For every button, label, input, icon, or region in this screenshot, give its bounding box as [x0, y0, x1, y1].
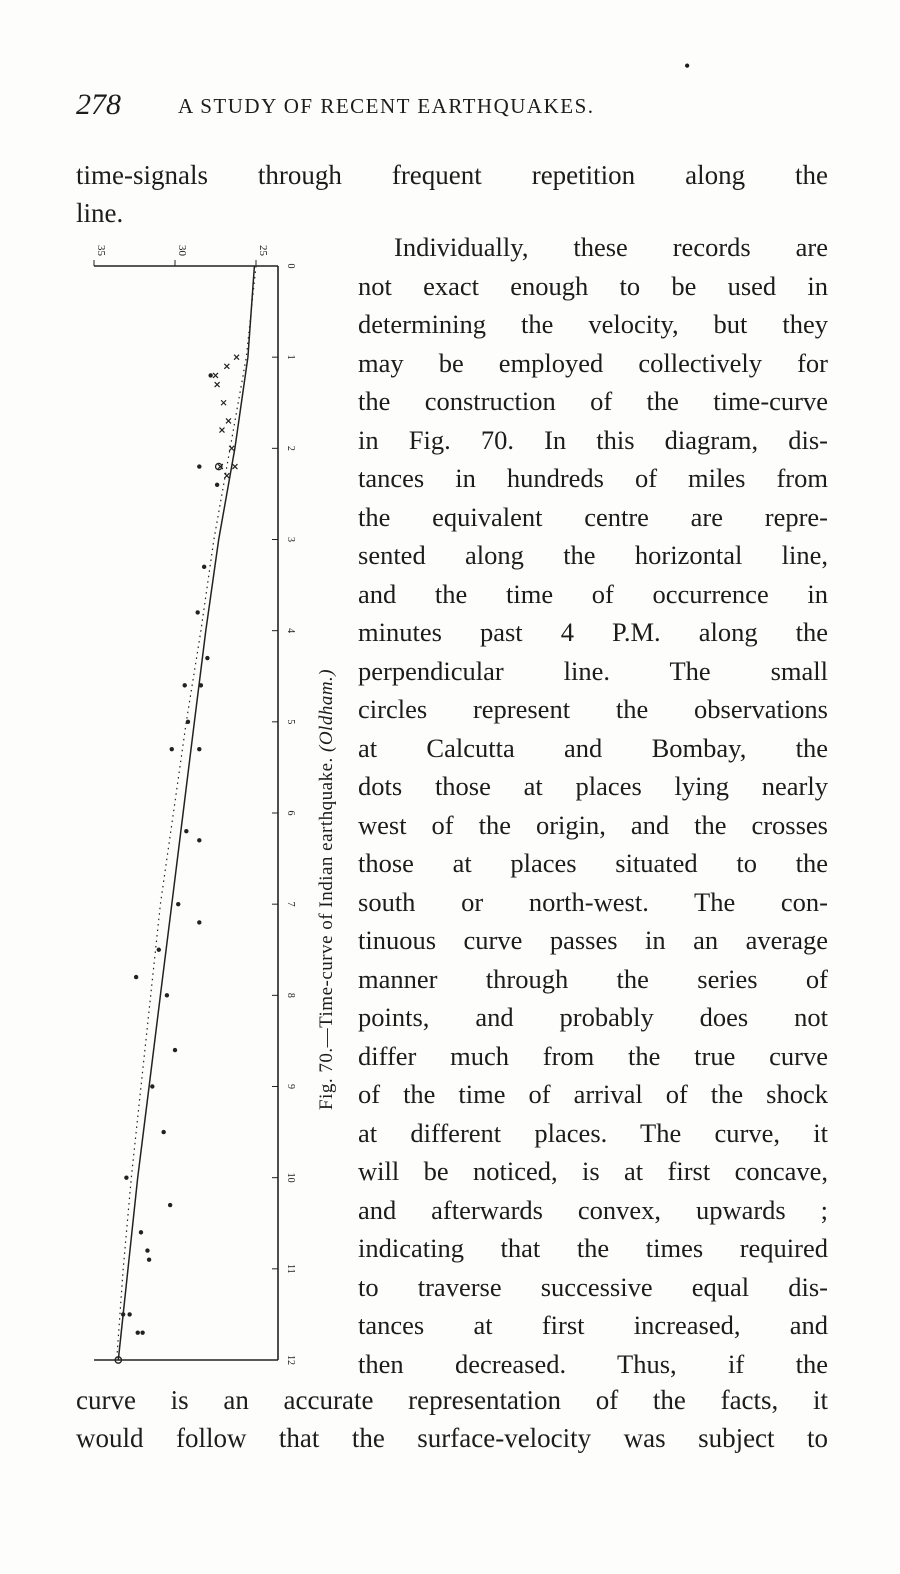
page-number: 278 [76, 88, 121, 121]
body-line: manner through the series of [358, 963, 828, 994]
body-line: of the time of arrival of the shock [358, 1079, 828, 1109]
body-line: may be employed collectively for [358, 347, 828, 378]
dot-observation [145, 1248, 149, 1252]
dot-observation [134, 975, 138, 979]
y-tick-label: 0 [285, 263, 296, 269]
dot-observation [121, 1312, 125, 1316]
dot-observation [183, 683, 187, 687]
y-tick-label: 4 [285, 628, 296, 634]
dot-observation [124, 1175, 128, 1179]
body-line: tances at first increased, and [358, 1310, 828, 1340]
y-tick-label: 1 [285, 354, 296, 360]
body-line: dots those at places lying nearly [358, 771, 828, 801]
body-line: west of the origin, and the crosses [358, 809, 828, 840]
dot-observation [127, 1312, 131, 1316]
dot-observation [199, 683, 203, 687]
cross-observation [213, 373, 218, 378]
dot-observation [147, 1258, 151, 1262]
curves [117, 266, 256, 1360]
dotted-curve [117, 266, 256, 1360]
y-tick-label: 2 [285, 445, 296, 451]
y-tick-label: 10 [285, 1172, 296, 1183]
y-tick-label: 11 [285, 1264, 296, 1274]
caption-text: Fig. 70.—Time-curve of Indian earthquake. [316, 757, 337, 1110]
body-line: tances in hundreds of miles from [358, 463, 828, 493]
dot-observation [197, 838, 201, 842]
figure-axes [94, 266, 278, 1360]
intro-line-2: line. [76, 198, 124, 228]
body-column [358, 228, 828, 1383]
dot-observation [170, 747, 174, 751]
x-axis-ticks [94, 245, 269, 266]
body-line: then decreased. Thus, if the [358, 1348, 828, 1379]
cross-observation [215, 382, 220, 387]
x-tick-label: 35 [95, 245, 107, 256]
dot-observation [168, 1203, 172, 1207]
y-axis-ticks [272, 264, 296, 1366]
cross-observation [234, 355, 239, 360]
time-curve-figure [78, 236, 318, 1386]
body-line: and the time of occurrence in [358, 578, 828, 609]
caption-credit: (Oldham.) [316, 668, 337, 752]
y-tick-label: 8 [285, 992, 296, 998]
x-tick-label: 30 [176, 245, 188, 256]
cross-observation [226, 418, 231, 423]
body-line: circles represent the observations [358, 694, 828, 724]
body-line: at Calcutta and Bombay, the [358, 732, 828, 763]
dot-observation [140, 1330, 144, 1334]
continuous-curve [118, 266, 254, 1360]
dot-observation [157, 948, 161, 952]
body-line: at different places. The curve, it [358, 1117, 828, 1148]
cross-observation [232, 464, 237, 469]
dot-observation [165, 993, 169, 997]
dot-observation [176, 902, 180, 906]
closing-line-1: curve is an accurate representation of the facts, it [76, 1385, 828, 1415]
cross-observation [229, 446, 234, 451]
body-line: the equivalent centre are repre- [358, 501, 828, 532]
y-tick-label: 7 [285, 901, 296, 907]
body-line: tinuous curve passes in an average [358, 925, 828, 955]
body-line: will be noticed, is at first concave, [358, 1156, 828, 1186]
body-line: to traverse successive equal dis- [358, 1271, 828, 1302]
x-tick-label: 25 [257, 245, 269, 256]
body-line: differ much from the true curve [358, 1040, 828, 1071]
body-line: those at places situated to the [358, 848, 828, 878]
body-line: the construction of the time-curve [358, 386, 828, 416]
dot-observation [150, 1084, 154, 1088]
dot-observation [173, 1048, 177, 1052]
body-line: south or north-west. The con- [358, 886, 828, 917]
y-tick-label: 12 [285, 1355, 296, 1365]
cross-observation [219, 428, 224, 433]
y-tick-label: 6 [285, 810, 296, 816]
dot-observation [202, 565, 206, 569]
intro-line-1: time-signals through frequent repetition along the [76, 160, 828, 190]
dot-observation [197, 920, 201, 924]
body-line: perpendicular line. The small [358, 655, 828, 686]
cross-observation [221, 400, 226, 405]
dot-observation [186, 720, 190, 724]
closing-line-2: would follow that the surface-velocity was subject to [76, 1423, 828, 1453]
body-line: in Fig. 70. In this diagram, dis- [358, 424, 828, 455]
y-tick-label: 5 [285, 719, 296, 725]
body-line: determining the velocity, but they [358, 309, 828, 339]
dot-observation [205, 656, 209, 660]
body-line: indicating that the times required [358, 1233, 828, 1263]
dot-observation [208, 373, 212, 377]
dot-observation [197, 747, 201, 751]
body-line: points, and probably does not [358, 1002, 828, 1032]
body-line: and afterwards convex, upwards ; [358, 1194, 828, 1225]
dot-observation [136, 1330, 140, 1334]
cross-observation [224, 364, 229, 369]
body-line: Individually, these records are [394, 232, 828, 262]
body-line: not exact enough to be used in [358, 270, 828, 301]
ink-dot-mark: • [684, 56, 691, 76]
dot-observation [161, 1130, 165, 1134]
y-tick-label: 3 [285, 537, 296, 542]
running-title: A STUDY OF RECENT EARTHQUAKES. [178, 94, 595, 118]
body-line: minutes past 4 P.M. along the [358, 617, 828, 647]
cross-observation [224, 473, 229, 478]
running-header [76, 56, 836, 128]
body-line: sented along the horizontal line, [358, 540, 828, 570]
dot-observation [197, 464, 201, 468]
dot-observation [215, 483, 219, 487]
dot-observation [139, 1230, 143, 1234]
dot-observation [195, 610, 199, 614]
dot-observation [184, 829, 188, 833]
figure-caption [316, 669, 338, 1110]
y-tick-label: 9 [285, 1084, 296, 1089]
